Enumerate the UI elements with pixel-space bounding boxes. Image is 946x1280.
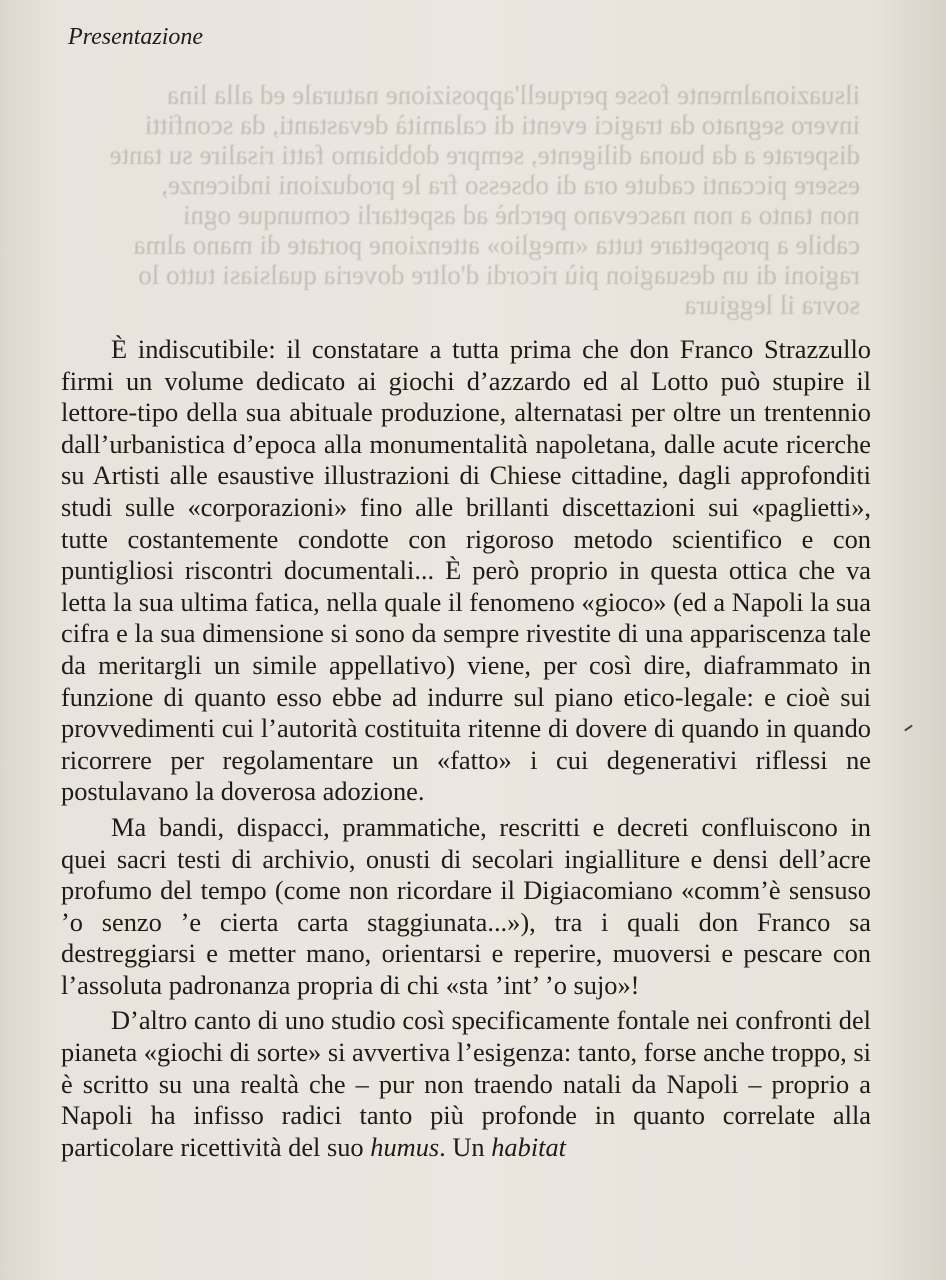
italic-habitat: habitat — [491, 1131, 567, 1162]
bleed-through-line: invero segnato da tragici eventi di calamità devastanti, da sconfitti — [144, 110, 860, 140]
paragraph-3-text: D’altro canto di uno studio così specificamente fontale nei confronti del pianeta «giochi di sorte» si avvertiva l’esigenza: tanto, forse anche troppo, si è scritto su una realtà che – pur non traendo natali da Napoli – proprio a Napoli ha infisso radici tanto più profonde in quanto correlate alla particolare ricettività del suo — [61, 1005, 871, 1162]
pencil-mark — [904, 725, 913, 732]
paragraph-3-between: . Un — [439, 1131, 485, 1162]
italic-humus: humus — [370, 1131, 440, 1162]
bleed-through-line: essere piccanti cadute ora di obsesso fra le produzioni indicenze, — [161, 170, 860, 200]
paragraph-3 — [61, 1005, 871, 1163]
paragraph-2: Ma bandi, dispacci, prammatiche, rescritti e decreti confluiscono in quei sacri testi di archivio, onusti di secolari ingialliture e densi dell’acre profumo del tempo (come non ricordare il Digiacomiano «comm’è sensuso ’o senzo ’e cierta carta staggiunata...»), tra i quali don Franco sa destreggiarsi e metter mano, orientarsi e reperire, muoversi e pescare con l’assoluta padronanza propria di chi «sta ’int’ ’o sujo»! — [61, 811, 871, 1000]
running-head: Presentazione — [68, 24, 204, 50]
bleed-through-text — [109, 80, 860, 340]
bleed-through-line: ilsuazionalmente fosse perquell'apposizione naturale ed alla lina — [166, 80, 860, 110]
bleed-through-line: ragioni di un desuagion più ricordi d'oltre doveria qualsiasi tutto lo — [138, 260, 860, 290]
body-text — [61, 334, 871, 1163]
bleed-through-line: non tanto a non nascevano perchè ad aspettarli comunque ogni — [182, 200, 860, 230]
paragraph-1: È indiscutibile: il constatare a tutta prima che don Franco Strazzullo firmi un volume dedicato ai giochi d’azzardo ed al Lotto può stupire il lettore-tipo della sua abituale produzione, alternatasi per oltre un trentennio dall’urbanistica d’epoca alla monumentalità napoletana, dalle acute ricerche su Artisti alle esaustive illustrazioni di Chiese cittadine, dagli approfonditi studi sulle «corporazioni» fino alle brillanti discettazioni sui «paglietti», tutte costantemente condotte con rigoroso metodo scientifico e con puntigliosi riscontri documentali... È però proprio in questa ottica che va letta la sua ultima fatica, nella quale il fenomeno «gioco» (ed a Napoli la sua cifra e la sua dimensione si sono da sempre rivestite di una appariscenza tale da meritargli un simile appellativo) viene, per così dire, diaframmato in funzione di quanto esso ebbe ad indurre sul piano etico-legale: e cioè sui provvedimenti cui l’autorità costituita ritenne di dovere di quando in quando ricorrere per regolamentare un «fatto» i cui degenerativi riflessi ne postulavano la doverosa adozione. — [61, 334, 871, 807]
bleed-through-line: cabile a prospettare tutta «meglio» attenzione portate di mano alma — [133, 230, 860, 260]
bleed-through-line: sovra il leggiura — [684, 290, 860, 320]
bleed-through-line: disperate a da buona diligente, sempre dobbiamo fatti risalire su tante — [109, 140, 860, 170]
